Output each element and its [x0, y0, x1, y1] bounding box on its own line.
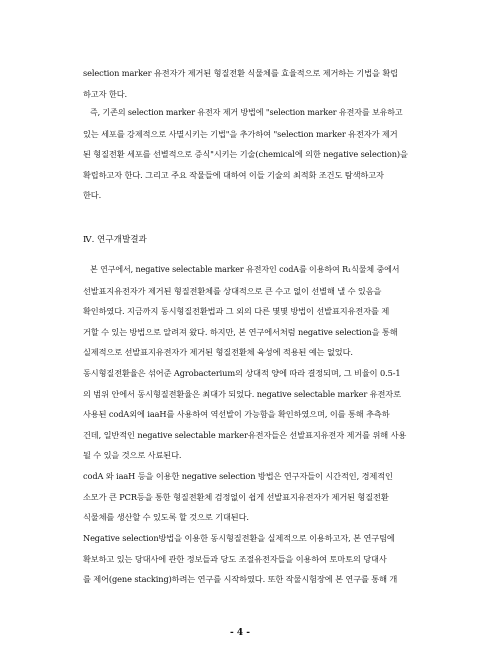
- text-line: 실제적으로 선발표지유전자가 제거된 형질전환체 육성에 적용된 예는 없었다.: [83, 347, 353, 358]
- text-line: 를 제어(gene stacking)하려는 연구를 시작하였다. 또한 작물시험장에 본 연구를 통해 개: [83, 574, 398, 585]
- text-line: 될 수 있을 것으로 사료된다.: [83, 450, 182, 461]
- text-line: 의 범위 안에서 동시형질전환율은 최대가 되었다. negative selectable marker 유전자로: [83, 388, 401, 399]
- paragraph-results-4: [83, 528, 413, 590]
- paragraph-results-3: [83, 466, 413, 528]
- paragraph-results-2: [83, 363, 413, 466]
- text-line: selection marker 유전자가 제거된 형질전환 식물체를 효율적으로 제거하는 기법을 확립: [83, 68, 398, 78]
- text-line: 동시형질전환율은 섞어준 Agrobacterium의 상대적 양에 따라 결정되며, 그 비율이 0.5-1: [83, 368, 401, 378]
- text-line: 하고자 한다.: [83, 88, 128, 99]
- paragraph-intro-continued: [83, 63, 413, 104]
- page-number: - 4 -: [230, 628, 250, 638]
- text-line: 확보하고 있는 당대사에 관한 정보들과 당도 조절유전자들을 이용하여 토마토의 당대사: [83, 553, 387, 564]
- text-line: 소모가 큰 PCR등을 통한 형질전환체 검정없이 쉽게 선발표지유전자가 제거된 형질전환: [83, 491, 389, 502]
- text-line: 식물체를 생산할 수 있도록 할 것으로 기대된다.: [83, 512, 249, 523]
- text-line: codA 와 iaaH 등을 이용한 negative selection 방법은 연구자들이 시간적인, 경제적인: [83, 471, 393, 481]
- paragraph-results-1: [83, 260, 413, 363]
- text-line: 건데, 일반적인 negative selectable marker유전자들은 선발표지유전자 제거를 위해 사용: [83, 429, 407, 440]
- text-line: 있는 세포를 강제적으로 사멸시키는 기법"을 추가하여 "selection marker 유전자가 제거: [83, 128, 398, 139]
- text-line: 본 연구에서, negative selectable marker 유전자인 codA를 이용하여 R₁식물체 중에서: [90, 265, 400, 274]
- paragraph-negative-selection-goal: [83, 103, 413, 206]
- text-line: 거할 수 있는 방법으로 알려져 왔다. 하지만, 본 연구에서처럼 negative selection을 통해: [83, 326, 398, 337]
- text-line: 사용된 codA외에 iaaH를 사용하여 역선발이 가능함을 확인하였으며, 이를 통해 추측하: [83, 409, 390, 420]
- text-line: 확인하였다. 지금까지 동시형질전환법과 그 외의 다른 몇몇 방법이 선발표지유전자를 제: [83, 306, 390, 317]
- text-line: 확립하고자 한다. 그리고 주요 작물들에 대하여 이들 기술의 최적화 조건도 탐색하고자: [83, 169, 384, 180]
- text-line: 선발표지유전자가 제거된 형질전환체를 상대적으로 큰 수고 없이 선별해 낼 수 있음을: [83, 285, 382, 296]
- section-heading: Ⅳ. 연구개발결과: [83, 235, 147, 245]
- text-line: Negative selection방법을 이용한 동시형질전환을 실제적으로 이용하고자, 본 연구팀에: [83, 533, 395, 543]
- text-line: 즉, 기존의 selection marker 유전자 제거 방법에 "selection marker 유전자를 보유하고: [90, 108, 403, 117]
- text-line: 된 형질전환 세포를 선별적으로 증식"시키는 기술(chemical에 의한 negative selection)을: [83, 149, 408, 160]
- text-line: 한다.: [83, 190, 102, 201]
